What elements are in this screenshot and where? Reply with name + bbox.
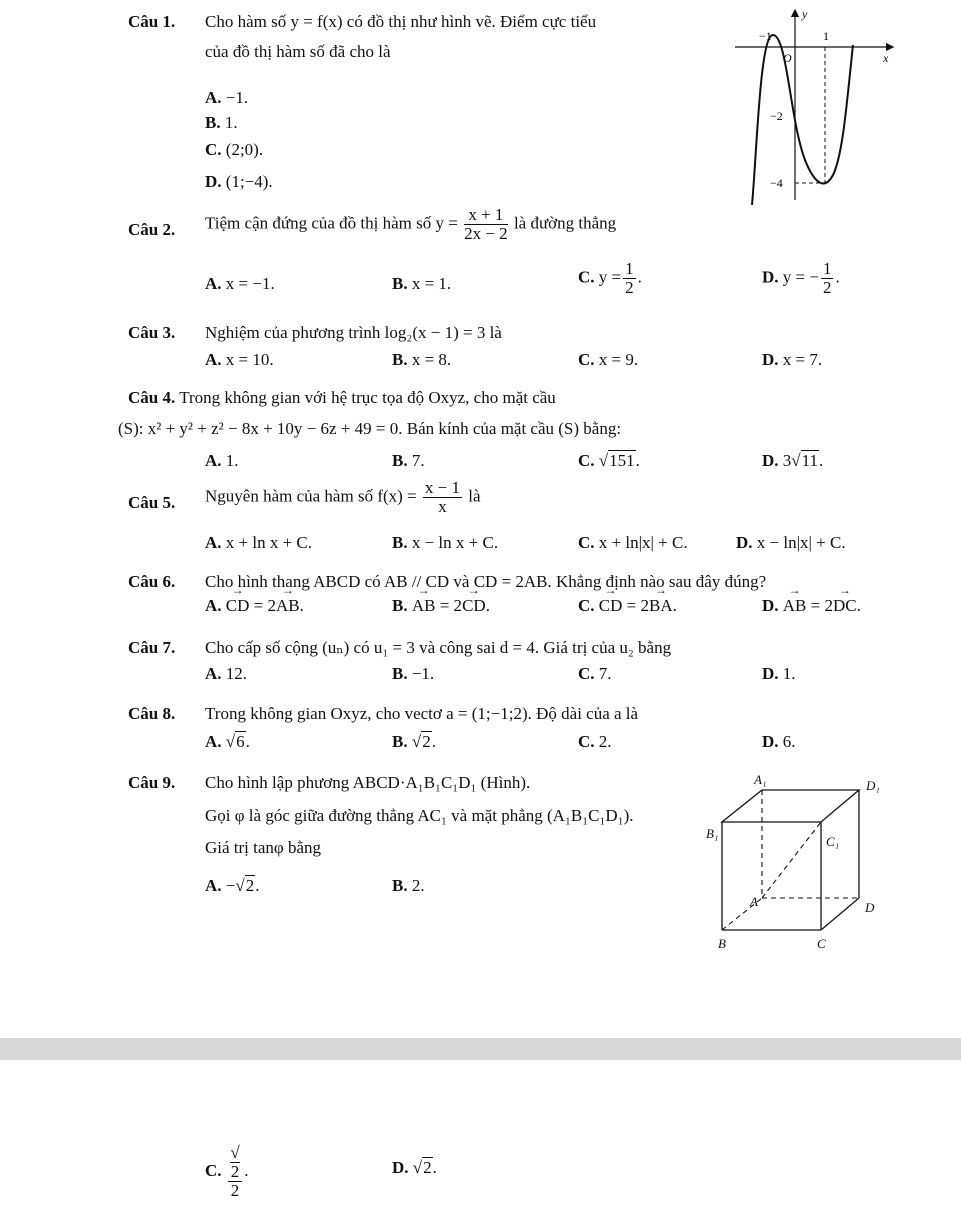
q2-option-d: D. y = − $\frac{1}{2}$ . [762, 259, 840, 297]
q2-label: Câu 2. [128, 220, 176, 239]
x-label: x [883, 51, 889, 65]
xm1-label: −1 [759, 29, 772, 43]
q9-option-b: B. 2. [392, 876, 425, 895]
q3-option-d: D. x = 7. [762, 350, 823, 369]
cube-top-face [722, 790, 859, 822]
q6-label: Câu 6. [128, 572, 176, 591]
q2-option-c: C. y = $\frac{1}{2}$ . [578, 259, 642, 297]
q4-text-line2: (S): x² + y² + z² − 8x + 10y − 6z + 49 = 0. Bán kính của mặt cầu (S) bằng: [118, 419, 622, 438]
q7-label: Câu 7. [128, 638, 176, 657]
q1-text-line2: của đồ thị hàm số đã cho là [205, 42, 391, 61]
label-a1: A₁ [754, 772, 767, 787]
q4-option-a: A. 1. [205, 451, 239, 470]
q9-option-a: A. −√2. [205, 876, 260, 895]
label-b: B [718, 936, 726, 951]
q1-label: Câu 1. [128, 12, 176, 31]
q6-option-d: D. → AB = 2→ DC. [762, 596, 861, 616]
q1-function-graph [735, 0, 935, 205]
ym4-label: −4 [770, 176, 783, 190]
x1-label: 1 [823, 29, 829, 43]
q3-label: Câu 3. [128, 323, 176, 342]
q5-option-b: B. x − ln x + C. [392, 533, 499, 552]
q2-text: Tiệm cận đứng của đồ thị hàm số y = $\frac{x + 1}{2x - 2}$ là đường thẳng [205, 205, 617, 243]
q5-option-d: D. x − ln|x| + C. [736, 533, 846, 552]
q3-option-b: B. x = 8. [392, 350, 452, 369]
ym2-label: −2 [770, 109, 783, 123]
exam-page-2 [0, 1060, 961, 1208]
q6-option-b: B. → AB = 2→ CD. [392, 596, 490, 616]
q9-option-c: C. √ 2 2 . [205, 1143, 249, 1200]
q8-option-b: B. √2. [392, 732, 436, 751]
label-a: A [750, 894, 758, 909]
q9-text-line3: Giá trị tanφ bằng [205, 838, 322, 857]
q8-text: Trong không gian Oxyz, cho vectơ a = (1;−1;2). Độ dài của a là [205, 704, 639, 723]
label-c: C [817, 936, 826, 951]
q2-option-a: A. x = −1. [205, 274, 275, 293]
q5-text: Nguyên hàm của hàm số f(x) = $\frac{x - 1}{x}$ là [205, 478, 481, 516]
q9-label: Câu 9. [128, 773, 176, 792]
q8-option-a: A. √6. [205, 732, 250, 751]
q7-option-d: D. 1. [762, 664, 796, 683]
origin-label: O [783, 51, 792, 65]
q1-option-d: D. (1;−4). [205, 172, 273, 191]
q1-option-c: C. (2;0). [205, 140, 264, 159]
q7-option-c: C. 7. [578, 664, 612, 683]
q7-option-a: A. 12. [205, 664, 248, 683]
q3-option-c: C. x = 9. [578, 350, 639, 369]
q1-option-b: B. 1. [205, 113, 238, 132]
label-d: D [865, 900, 875, 915]
diagonal-a-c1 [762, 822, 821, 898]
q1-option-a: A. −1. [205, 88, 249, 107]
q4-option-b: B. 7. [392, 451, 425, 470]
q4-option-d: D. 3√11. [762, 451, 824, 470]
q2-option-b: B. x = 1. [392, 274, 452, 293]
q2-fraction: $\frac{x + 1}{2x - 2}$ [464, 205, 508, 243]
q4-option-c: C. √151. [578, 451, 640, 470]
q7-option-b: B. −1. [392, 664, 435, 683]
label-c1: C₁ [826, 834, 840, 849]
q8-option-d: D. 6. [762, 732, 796, 751]
q3-text: Nghiệm của phương trình log₂(x − 1) = 3 là [205, 323, 502, 342]
y-label: y [802, 7, 808, 21]
q3-option-a: A. x = 10. [205, 350, 274, 369]
q6-option-a: A. → CD = 2→ AB. [205, 596, 304, 616]
page-break-gap [0, 1038, 961, 1060]
q5-label: Câu 5. [128, 493, 176, 512]
q7-text: Cho cấp số cộng (uₙ) có u₁ = 3 và công sai d = 4. Giá trị của u₂ bằng [205, 638, 672, 657]
q4-text-line1: Câu 4. Trong không gian với hệ trục tọa độ Oxyz, cho mặt cầu [128, 388, 556, 407]
curve [752, 35, 853, 205]
edge-c-d [821, 898, 859, 930]
q9-cube-figure [700, 760, 890, 960]
label-b1: B₁ [706, 826, 719, 841]
q9-text-line2: Gọi φ là góc giữa đường thẳng AC₁ và mặt phẳng (A₁B₁C₁D₁). [205, 806, 634, 825]
q5-option-a: A. x + ln x + C. [205, 533, 313, 552]
q6-text: Cho hình thang ABCD có AB // CD và CD = 2AB. Khẳng định nào sau đây đúng? [205, 572, 767, 591]
q9-option-d: D. √2. [392, 1158, 437, 1177]
q5-fraction: $\frac{x - 1}{x}$ [424, 478, 460, 516]
q5-option-c: C. x + ln|x| + C. [578, 533, 688, 552]
q8-option-c: C. 2. [578, 732, 612, 751]
label-d1: D₁ [866, 778, 880, 793]
q6-option-c: C. → CD = 2→ BA. [578, 596, 677, 616]
q9-text-line1: Cho hình lập phương ABCD·A₁B₁C₁D₁ (Hình). [205, 773, 531, 792]
q1-text-line1: Cho hàm số y = f(x) có đồ thị như hình vẽ. Điểm cực tiểu [205, 12, 597, 31]
q8-label: Câu 8. [128, 704, 176, 723]
